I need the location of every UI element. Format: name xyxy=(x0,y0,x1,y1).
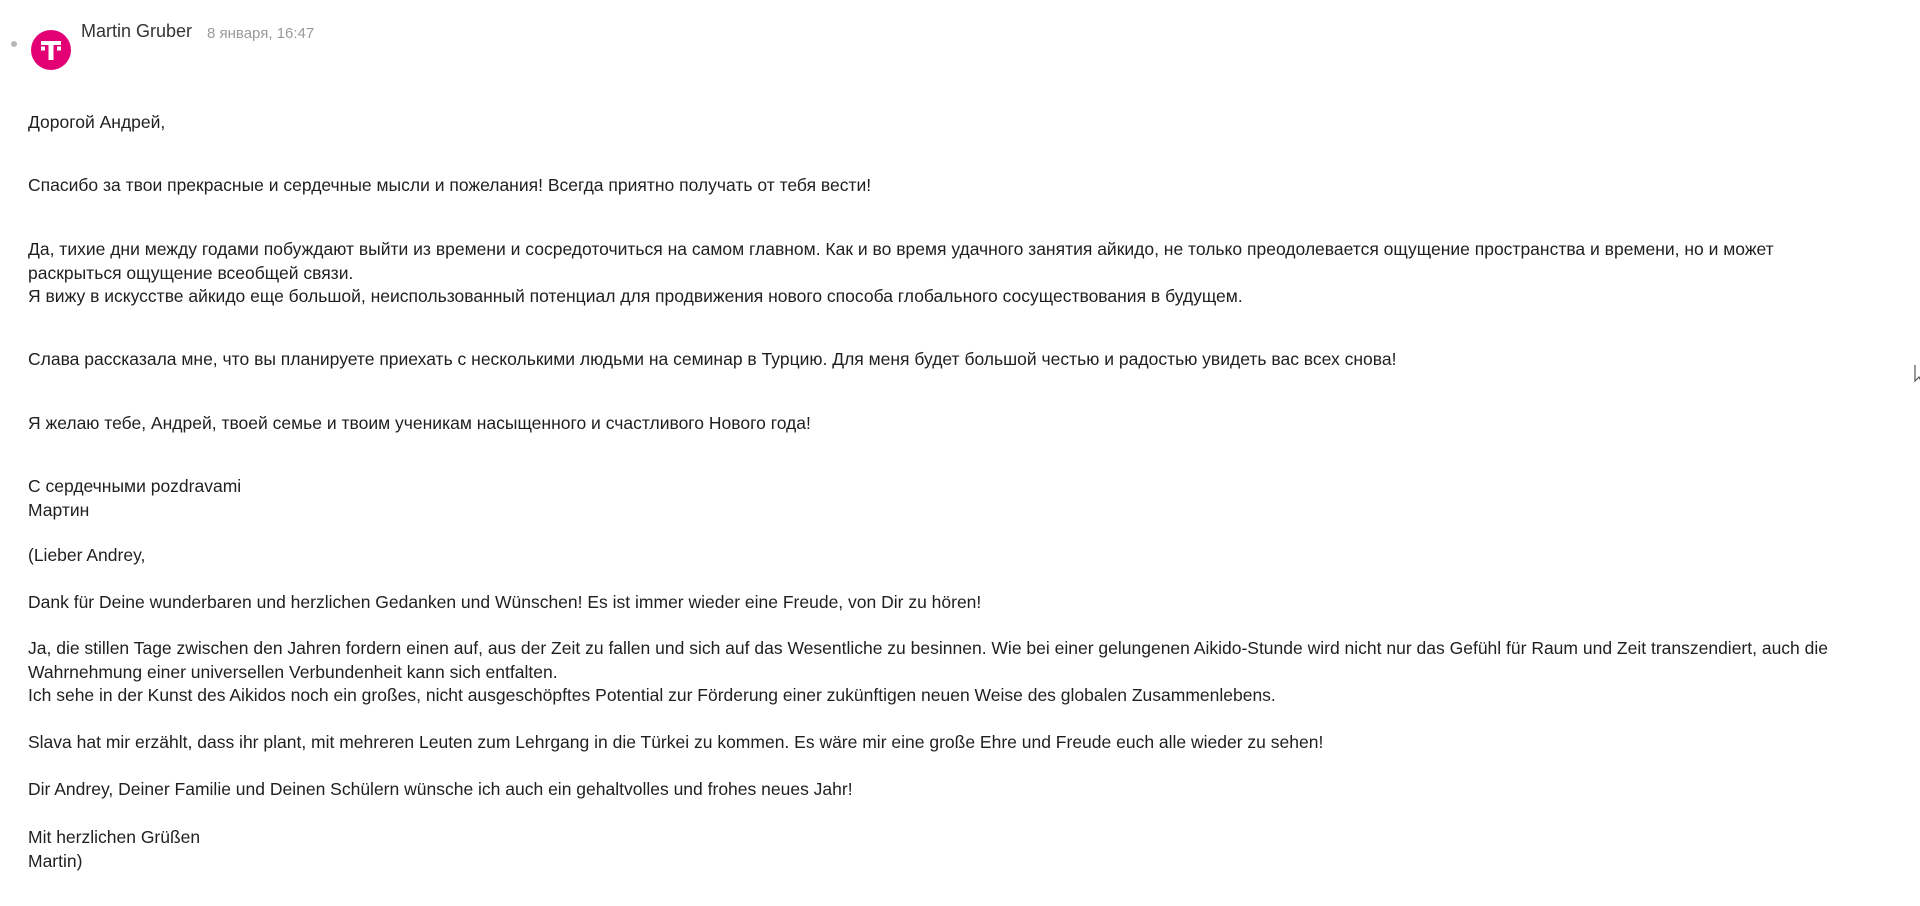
message-line: раскрыться ощущение всеобщей связи. xyxy=(28,263,354,283)
message-line: Слава рассказала мне, что вы планируете приехать с несколькими людьми на семинар в Турцию. Для меня будет большой честью и радостью увидеть вас всех снова! xyxy=(28,349,1397,369)
message-line: Dir Andrey, Deiner Familie und Deinen Schülern wünsche ich auch ein gehaltvolles und frohes neues Jahr! xyxy=(28,779,853,799)
message-line: Dank für Deine wunderbaren und herzlichen Gedanken und Wünschen! Es ist immer wieder eine Freude, von Dir zu hören! xyxy=(28,592,982,612)
message-line: Ja, die stillen Tage zwischen den Jahren fordern einen auf, aus der Zeit zu fallen und sich auf das Wesentliche zu besinnen. Wie bei einer gelungenen Aikido-Stunde wird nicht nur das Gefühl für Raum und Zeit transzendiert, auch die xyxy=(28,638,1829,658)
message-line: Mit herzlichen Grüßen xyxy=(28,827,201,847)
message-line: Martin) xyxy=(28,851,83,871)
sender-name[interactable]: Martin Gruber xyxy=(81,21,193,41)
message-header xyxy=(0,0,1920,80)
mouse-cursor-icon xyxy=(1914,364,1920,384)
unread-indicator xyxy=(11,41,17,47)
sent-date: 8 января, 16:47 xyxy=(207,25,315,42)
message-line: Да, тихие дни между годами побуждают выйти из времени и сосредоточиться на самом главном. Как и во время удачного занятия айкидо, не только преодолевается ощущение пространства и времени, но и может xyxy=(28,239,1774,259)
message-line: Дорогой Андрей, xyxy=(28,112,166,132)
message-line: Мартин xyxy=(28,500,90,520)
message-line: Wahrnehmung einer universellen Verbundenheit kann sich entfalten. xyxy=(28,662,558,682)
sender-avatar[interactable] xyxy=(31,30,71,70)
message-line: Я желаю тебе, Андрей, твоей семье и твоим ученикам насыщенного и счастливого Нового года! xyxy=(28,413,811,433)
message-line: Спасибо за твои прекрасные и сердечные мысли и пожелания! Всегда приятно получать от тебя вести! xyxy=(28,175,872,195)
message-line: С сердечными pozdravami xyxy=(28,476,242,496)
message-line: (Lieber Andrey, xyxy=(28,545,146,565)
message-line: Ich sehe in der Kunst des Aikidos noch ein großes, nicht ausgeschöpftes Potential zur Förderung einer zukünftigen neuen Weise des globalen Zusammenlebens. xyxy=(28,685,1276,705)
telekom-t-logo-icon xyxy=(38,37,64,63)
message-line: Я вижу в искусстве айкидо еще большой, неиспользованный потенциал для продвижения нового способа глобального сосуществования в будущем. xyxy=(28,286,1243,306)
message-line: Slava hat mir erzählt, dass ihr plant, mit mehreren Leuten zum Lehrgang in die Türkei zu kommen. Es wäre mir eine große Ehre und Freude euch alle wieder zu sehen! xyxy=(28,732,1324,752)
